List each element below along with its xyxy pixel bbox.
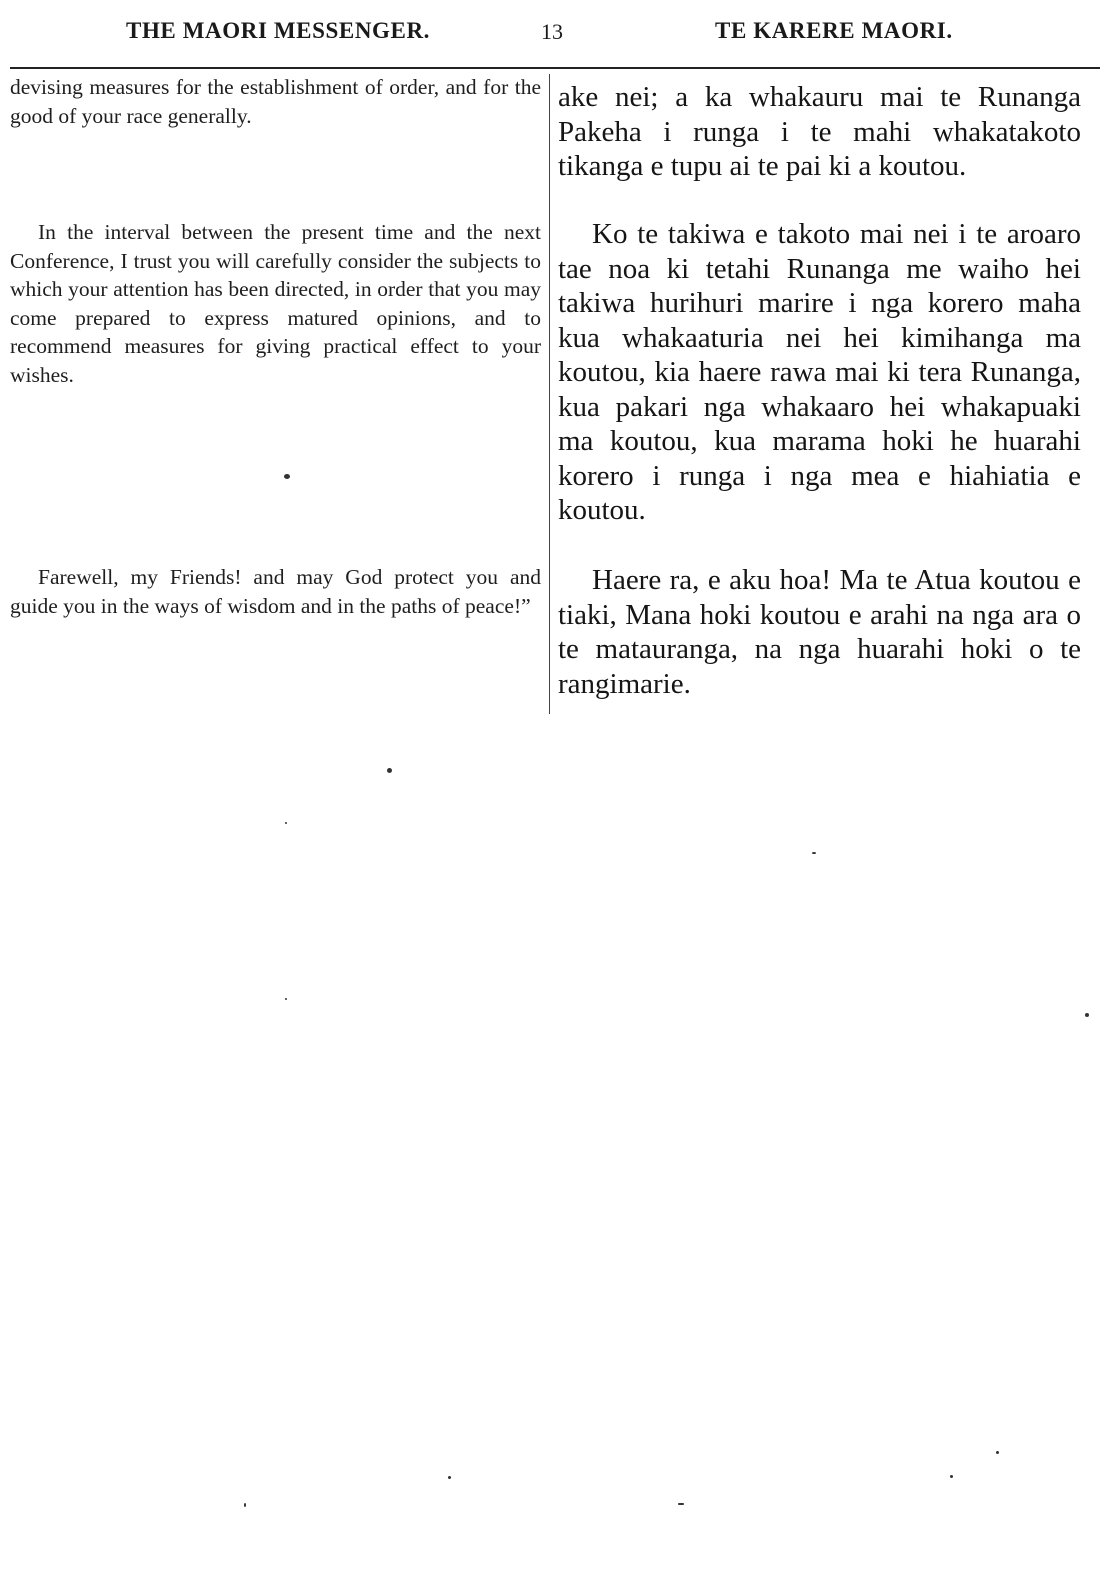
scan-speck [1085, 1013, 1089, 1017]
scan-speck [244, 1503, 246, 1507]
header-rule [10, 67, 1100, 69]
scan-speck [284, 474, 290, 479]
scan-speck [678, 1503, 684, 1505]
english-paragraph: Farewell, my Friends! and may God protect you and guide you in the ways of wisdom and in the paths of peace!” [10, 565, 541, 618]
scan-speck [285, 998, 287, 1000]
english-paragraph: In the interval between the present time and the next Conference, I trust you will carefully consider the subjects to which your attention has been directed, in order that you may come prepared to express matured opinions, and to recommend measures for giving practical effect to your wishes. [10, 220, 541, 387]
scan-speck [996, 1451, 999, 1454]
column-divider [549, 74, 550, 714]
scan-speck [812, 852, 816, 854]
maori-paragraph: Ko te takiwa e takoto mai nei i te aroaro tae noa ki tetahi Runanga me waiho hei takiwa hurihuri marire i nga korero maha kua whakaaturia nei hei kimihanga ma koutou, kia haere rawa mai ki tera Runanga, kua pakari nga whakaaro hei whakapuaki ma koutou, kua marama hoki he huarahi korero i runga i nga mea e hiahiatia e koutou. [558, 218, 1081, 526]
maori-paragraph: Haere ra, e aku hoa! Ma te Atua koutou e tiaki, Mana hoki koutou e arahi na nga ara o te matauranga, na nga huarahi hoki o te rangimarie. [558, 564, 1081, 700]
header-title-maori: TE KARERE MAORI. [715, 18, 953, 43]
english-paragraph: devising measures for the establishment of order, and for the good of your race generally. [10, 75, 541, 128]
maori-paragraph: ake nei; a ka whakauru mai te Runanga Pakeha i runga i te mahi whakatakoto tikanga e tupu ai te pai ki a koutou. [558, 81, 1081, 182]
scan-speck [448, 1476, 451, 1479]
running-header [0, 12, 1114, 48]
scan-speck [285, 822, 287, 824]
scan-speck [387, 768, 392, 773]
page-number: 13 [541, 19, 563, 44]
scan-speck [950, 1475, 953, 1478]
header-title-english: THE MAORI MESSENGER. [126, 18, 431, 43]
